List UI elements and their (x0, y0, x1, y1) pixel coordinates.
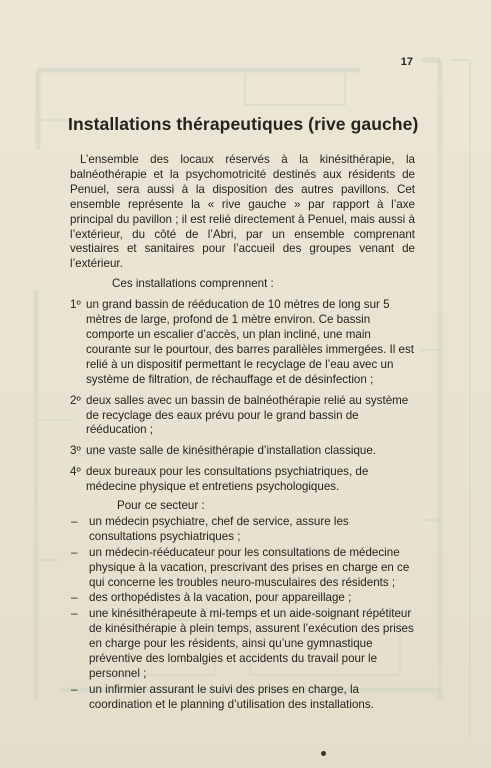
staff-lead: Pour ce secteur : (117, 499, 205, 513)
staff-item (70, 683, 415, 713)
intro-paragraph: L’ensemble des locaux réservés à la kinésithérapie, la balnéothérapie et la psychomotricité destinés aux résidents de Penuel, sera aussi à la disposition des autres pavillons. Cet ensemble représente la « rive gauche » par rapport à l’axe principal du pavillon ; il est relié directement à Penuel, mais aussi à l’extérieur, du côté de l’Abri, par un ensemble comprenant vestiaires et sanitaires pour l’accueil des groupes venant de l’extérieur. (70, 153, 415, 271)
list-item-text: deux bureaux pour les consultations psychiatriques, de médecine physique et entretiens psychologiques. (86, 465, 369, 494)
staff-item (70, 515, 415, 545)
staff-item-text: un médecin psychiatre, chef de service, assure les consultations psychiatriques ; (89, 514, 349, 543)
list-marker: 4º (70, 465, 81, 479)
staff-item-text: des orthopédistes à la vacation, pour appareillage ; (89, 591, 352, 605)
list-marker: 2º (70, 393, 81, 407)
list-item-text: deux salles avec un bassin de balnéothérapie relié au système de recyclage des eaux prévu pour le grand bassin de rééducation ; (86, 393, 409, 437)
list-marker: 3º (70, 444, 81, 458)
section-title: Installations thérapeutiques (rive gauche) (68, 114, 419, 134)
page-number: 17 (400, 56, 413, 68)
dash-marker: – (71, 514, 78, 528)
dash-marker: – (71, 682, 78, 696)
dash-marker: – (71, 591, 78, 605)
list-item-text: un grand bassin de rééducation de 10 mètres de long sur 5 mètres de large, profond de 1 mètre environ. Ce bassin comporte un escalier d’accès, un plan incliné, une main courante sur le pourtour, des barres parallèles immergées. Il est relié à un dispositif permettant le recyclage de l’eau avec un système de filtration, de réchauffage et de désinfection ; (86, 298, 415, 386)
body-text (70, 153, 415, 713)
staff-item (70, 607, 415, 682)
list-item (70, 444, 415, 459)
list-item (70, 465, 415, 495)
list-marker: 1º (70, 298, 81, 312)
list-item-text: une vaste salle de kinésithérapie d’installation classique. (86, 444, 377, 458)
staff-item-text: une kinésithérapeute à mi-temps et un aide-soignant répétiteur de kinésithérapie à plein temps, assurent l’exécution des prises en charge pour les résidents, ainsi qu’une gymnastique préventive des lombalgies et accidents du travail pour le personnel ; (89, 607, 414, 680)
list-item (70, 394, 415, 439)
footer-dot (321, 751, 326, 756)
dash-marker: – (71, 545, 78, 559)
staff-item-text: un infirmier assurant le suivi des prises en charge, la coordination et le planning d’utilisation des installations. (89, 682, 374, 711)
installations-lead: Ces installations comprennent : (112, 277, 274, 291)
dash-marker: – (71, 607, 78, 621)
list-item (70, 298, 415, 387)
staff-item (70, 546, 415, 591)
staff-item (70, 591, 415, 606)
staff-item-text: un médecin-rééducateur pour les consultations de médecine physique à la vacation, prescrivant des prises en charge en ce qui concerne les troubles neuro-musculaires des résidents ; (89, 545, 410, 589)
